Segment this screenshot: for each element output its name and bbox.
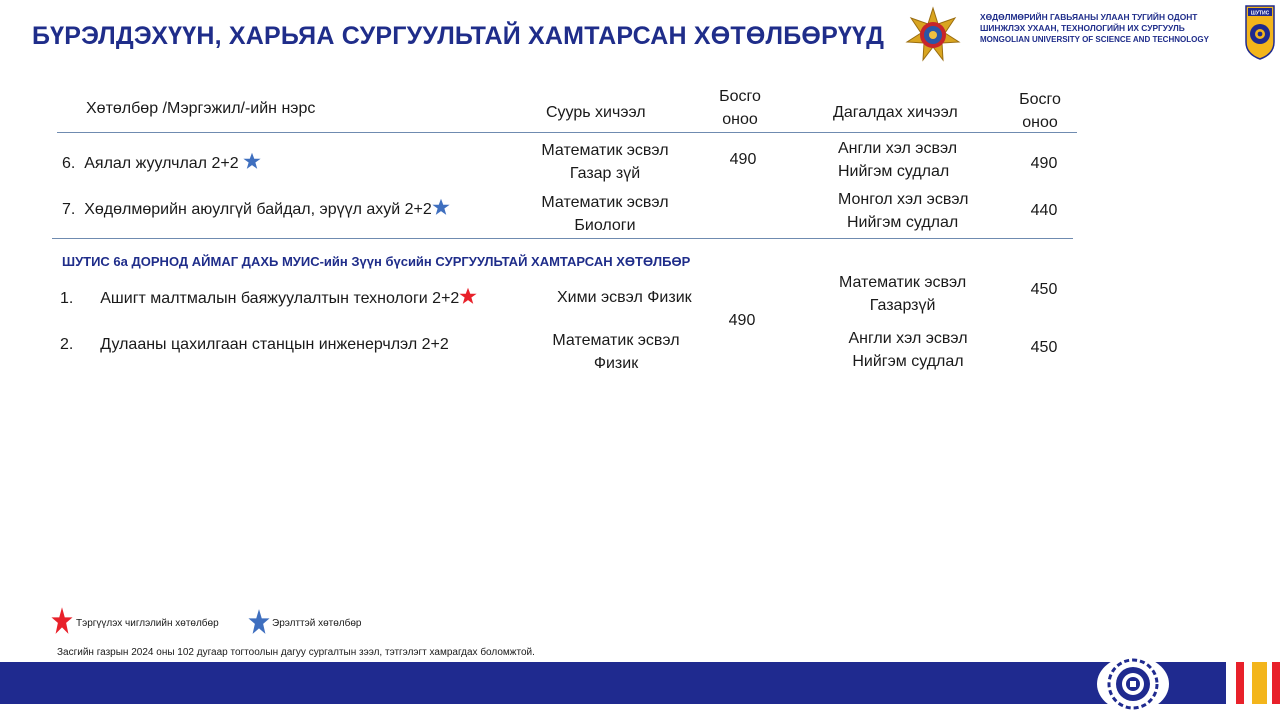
header-threshold-1-line2: оноо (722, 111, 758, 128)
extra-subject-line1: Математик эсвэл (839, 274, 967, 291)
footnote: Засгийн газрын 2024 оны 102 дугаар тогтоолын дагуу сургалтын зээл, тэтгэлэгт хамрагдах боломжтой. (57, 647, 535, 658)
base-subject-line2: Биологи (574, 217, 636, 234)
base-subject-line1: Математик эсвэл (541, 194, 669, 211)
star-blue-icon (243, 152, 261, 170)
footer-red-stripe (1236, 662, 1244, 704)
extra-subject-line1: Монгол хэл эсвэл (838, 191, 969, 208)
threshold-score-2: 450 (1030, 339, 1058, 356)
header-threshold-2-line1: Босго (1019, 91, 1061, 108)
base-subject-line1: Математик эсвэл (541, 142, 669, 159)
program-name: Дулааны цахилгаан станцын инженерчлэл 2+2 (100, 336, 449, 353)
table-row (62, 198, 450, 221)
threshold-score-1: 490 (729, 151, 757, 168)
table-row (60, 287, 477, 310)
base-subject-line1: Математик эсвэл (552, 332, 680, 349)
base-subject-cell (520, 191, 690, 237)
header-program: Хөтөлбөр /Мэргэжил/-ийн нэрс (86, 100, 316, 117)
university-name (980, 12, 1226, 45)
extra-subject-line2: Газарзүй (869, 297, 936, 314)
legend-priority-label: Тэргүүлэх чиглэлийн хөтөлбөр (76, 618, 219, 629)
university-shield-logo (1244, 4, 1276, 60)
shield-text: ШУТИС (1250, 10, 1270, 17)
extra-subject-line2: Нийгэм судлал (847, 214, 959, 231)
program-name: Ашигт малтмалын баяжуулалтын технологи 2+2 (100, 290, 460, 307)
base-subject-cell (520, 139, 690, 185)
threshold-score-2: 450 (1030, 281, 1058, 298)
section-divider (52, 238, 1073, 239)
header-threshold-2-line2: оноо (1022, 114, 1058, 131)
threshold-score-2: 490 (1030, 155, 1058, 172)
base-subject-line2: Физик (593, 355, 639, 372)
base-subject-cell (531, 329, 701, 375)
footer-yellow-stripe (1252, 662, 1267, 704)
base-subject-cell: Хими эсвэл Физик (557, 289, 692, 306)
header-divider (57, 132, 1077, 133)
row-number: 2. (60, 336, 74, 353)
header-base-subject: Суурь хичээл (546, 104, 646, 121)
program-name: Хөдөлмөрийн аюулгүй байдал, эрүүл ахуй 2+2 (84, 201, 432, 218)
footer-red-stripe-2 (1272, 662, 1280, 704)
legend-blue-star-icon (248, 609, 270, 635)
table-row (60, 333, 449, 356)
base-subject-line2: Газар зүй (569, 165, 641, 182)
order-medal-emblem (905, 6, 961, 62)
extra-subject-line2: Нийгэм судлал (852, 353, 964, 370)
section-2-title: ШУТИС 6а ДОРНОД АЙМАГ ДАХЬ МУИС-ийн Зүүн бүсийн СУРГУУЛЬТАЙ ХАМТАРСАН ХӨТӨЛБӨР (62, 254, 691, 269)
row-number: 7. (62, 201, 76, 218)
extra-subject-cell (838, 188, 968, 234)
page-title: БҮРЭЛДЭХҮҮН, ХАРЬЯА СУРГУУЛЬТАЙ ХАМТАРСАН ХӨТӨЛБӨРҮҮД (32, 22, 885, 50)
table-row (62, 152, 261, 175)
org-line-3: MONGOLIAN UNIVERSITY OF SCIENCE AND TECHNOLOGY (980, 35, 1209, 44)
legend-demand-label: Эрэлттэй хөтөлбөр (272, 618, 362, 629)
extra-subject-cell (838, 137, 957, 183)
header-extra-subject: Дагалдах хичээл (833, 104, 958, 121)
header-threshold-2 (1000, 88, 1080, 134)
org-line-2: ШИНЖЛЭХ УХААН, ТЕХНОЛОГИЙН ИХ СУРГУУЛЬ (980, 23, 1185, 33)
extra-subject-line1: Англи хэл эсвэл (848, 330, 968, 347)
university-emblem-icon (1096, 655, 1170, 713)
header-threshold-1-line1: Босго (719, 88, 761, 105)
row-number: 1. (60, 290, 74, 307)
extra-subject-cell (839, 271, 966, 317)
row-number: 6. (62, 155, 76, 172)
footer-bar (0, 662, 1226, 704)
org-line-1: ХӨДӨЛМӨРИЙН ГАВЬЯАНЫ УЛААН ТУГИЙН ОДОНТ (980, 12, 1198, 22)
extra-subject-line2: Нийгэм судлал (838, 163, 950, 180)
legend-red-star-icon (51, 606, 73, 636)
star-red-icon (459, 287, 477, 305)
program-name: Аялал жуулчлал 2+2 (84, 155, 239, 172)
shared-threshold-score: 490 (728, 312, 756, 329)
star-blue-icon (432, 198, 450, 216)
extra-subject-cell (833, 327, 983, 373)
extra-subject-line1: Англи хэл эсвэл (838, 140, 958, 157)
header-threshold-1 (700, 85, 780, 131)
threshold-score-2: 440 (1030, 202, 1058, 219)
